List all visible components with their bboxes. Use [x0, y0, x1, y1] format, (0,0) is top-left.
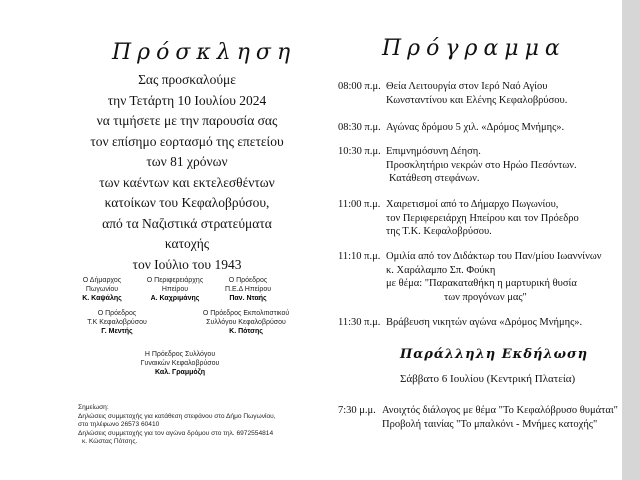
program-time: 10:30 π.μ.	[338, 146, 381, 157]
program-line: Βράβευση νικητών αγώνα «Δρόμος Μνήμης».	[386, 317, 583, 328]
signatory-name: Παν. Νταής	[229, 295, 267, 302]
program-description	[386, 316, 582, 330]
signatory-role: Συλλόγου Κεφαλοβρύσου	[206, 319, 286, 326]
program-line: Προβολή ταινίας "Το μπαλκόνι - Μνήμες κατοχής"	[382, 418, 598, 430]
signatory-name: Κ. Καψάλης	[82, 295, 122, 302]
signatory-role: Ο Πρόεδρος	[228, 277, 268, 284]
program-line: Προσκλητήριο νεκρών στο Ηρώο Πεσόντων.	[386, 159, 577, 171]
program-time: 11:00 π.μ.	[338, 199, 381, 210]
program-description	[386, 80, 567, 107]
program-line: Ανοιχτός διάλογος με θέμα "Το Κεφαλόβρυσο θυμάται"	[382, 405, 618, 416]
signatory-mayor	[72, 276, 132, 303]
program-time: 11:30 π.μ.	[338, 317, 381, 328]
signatory-name: Καλ. Γραμμόζη	[155, 369, 205, 376]
signatory-name: Γ. Μεντής	[101, 328, 133, 335]
signatory-role: Ο Περιφερειάρχης	[146, 277, 204, 284]
invitation-line: να τιμήσετε με την παρουσία σας	[96, 113, 278, 128]
signatory-role: Γυναικών Κεφαλοβρύσου	[140, 360, 220, 367]
signatory-name: Α. Καχριμάνης	[150, 295, 200, 302]
note-line: Δηλώσεις συμμετοχής για τον αγώνα δρόμου στο τηλ. 6972554814	[78, 429, 274, 437]
invitation-line: Σας προσκαλούμε	[138, 72, 236, 87]
program-description	[382, 404, 618, 431]
program-line: τον Περιφερειάρχη Ηπείρου και τον Πρόεδρο	[386, 212, 579, 224]
invitation-line: των 81 χρόνων	[146, 154, 228, 169]
signatory-role: Τ.Κ Κεφαλοβρύσου	[87, 319, 147, 326]
note-line: κ. Κώστας Πότσης.	[82, 438, 138, 446]
signatory-role: Η Πρόεδρος Συλλόγου	[144, 351, 216, 358]
invitation-line: από τα Ναζιστικά στρατεύματα	[102, 215, 272, 231]
notes-heading: Σημείωση:	[78, 404, 109, 411]
program-time: 11:10 π.μ.	[338, 251, 381, 262]
invitation-text	[52, 70, 322, 275]
signatory-role: Ο Πρόεδρος	[97, 310, 137, 317]
invitation-line: τον Ιούλιο του 1943	[132, 256, 242, 272]
notes	[78, 404, 318, 447]
page-edge	[622, 0, 640, 480]
invitation-line: την Τετάρτη 10 Ιουλίου 2024	[107, 92, 267, 108]
signatory-role: Ο Πρόεδρος Εκπολιτιστικού	[202, 310, 290, 317]
note-line: στο τηλέφωνο 26573 60410	[78, 421, 160, 429]
program-line: Κατάθεση στεφάνων.	[389, 173, 480, 184]
program-title: Πρόγραμμα	[382, 36, 566, 61]
program-line: των προγόνων μας"	[444, 291, 527, 303]
program-line: Κωνσταντίνου και Ελένης Κεφαλοβρύσου.	[386, 94, 568, 106]
program-description	[386, 198, 579, 239]
program-description	[386, 145, 577, 186]
signatory-role: Ο Δήμαρχος	[82, 277, 122, 284]
signatory-community-president	[82, 309, 152, 336]
program-line: με θέμα: "Παρακαταθήκη η μαρτυρική θυσία	[386, 278, 577, 289]
program-line: Χαιρετισμοί από το Δήμαρχο Πωγωνίου,	[386, 199, 559, 210]
note-line: Δηλώσεις συμμετοχής για κατάθεση στεφάνου στο Δήμο Πωγωνίου,	[78, 412, 276, 420]
parallel-event-title: Παράλληλη Εκδήλωση	[400, 347, 589, 362]
invitation-line: κατοχής	[164, 236, 210, 251]
signatory-name: Κ. Πότσης	[229, 328, 263, 335]
program-line: Αγώνας δρόμου 5 χιλ. «Δρόμος Μνήμης».	[386, 122, 565, 133]
signatory-role: Π.Ε.Δ Ηπείρου	[224, 286, 272, 293]
program-description	[386, 121, 564, 135]
invitation-line: κατοίκων του Κεφαλοβρύσου,	[104, 195, 270, 210]
program-line: κ. Χαράλαμπο Σπ. Φούκη	[386, 264, 496, 276]
program-time: 7:30 μ.μ.	[338, 405, 376, 416]
signatory-role: Πωγωνίου	[85, 286, 119, 293]
program-description	[386, 250, 602, 304]
signatory-ped-president	[212, 276, 284, 303]
parallel-event-date: Σάββατο 6 Ιουλίου (Κεντρική Πλατεία)	[400, 373, 576, 385]
signatory-cultural-association	[195, 309, 297, 336]
signatory-governor	[135, 276, 215, 303]
program-line: Θεία Λειτουργία στον Ιερό Ναό Αγίου	[386, 81, 548, 92]
invitation-line: των καέντων και εκτελεσθέντων	[99, 174, 275, 190]
signatory-womens-association	[130, 350, 230, 377]
program-time: 08:30 π.μ.	[338, 122, 381, 133]
invitation-line: τον επίσημο εορτασμό της επετείου	[90, 133, 284, 149]
program-time: 08:00 π.μ.	[338, 81, 381, 92]
invitation-title: Πρόσκληση	[112, 40, 297, 65]
program-line: Ομιλία από τον Διδάκτωρ του Παν/μίου Ιωαννίνων	[386, 251, 602, 262]
program-line: Επιμνημόσυνη Δέηση.	[386, 146, 481, 157]
program-line: της Τ.Κ. Κεφαλοβρύσου.	[386, 226, 492, 237]
signatory-role: Ηπείρου	[161, 286, 189, 293]
